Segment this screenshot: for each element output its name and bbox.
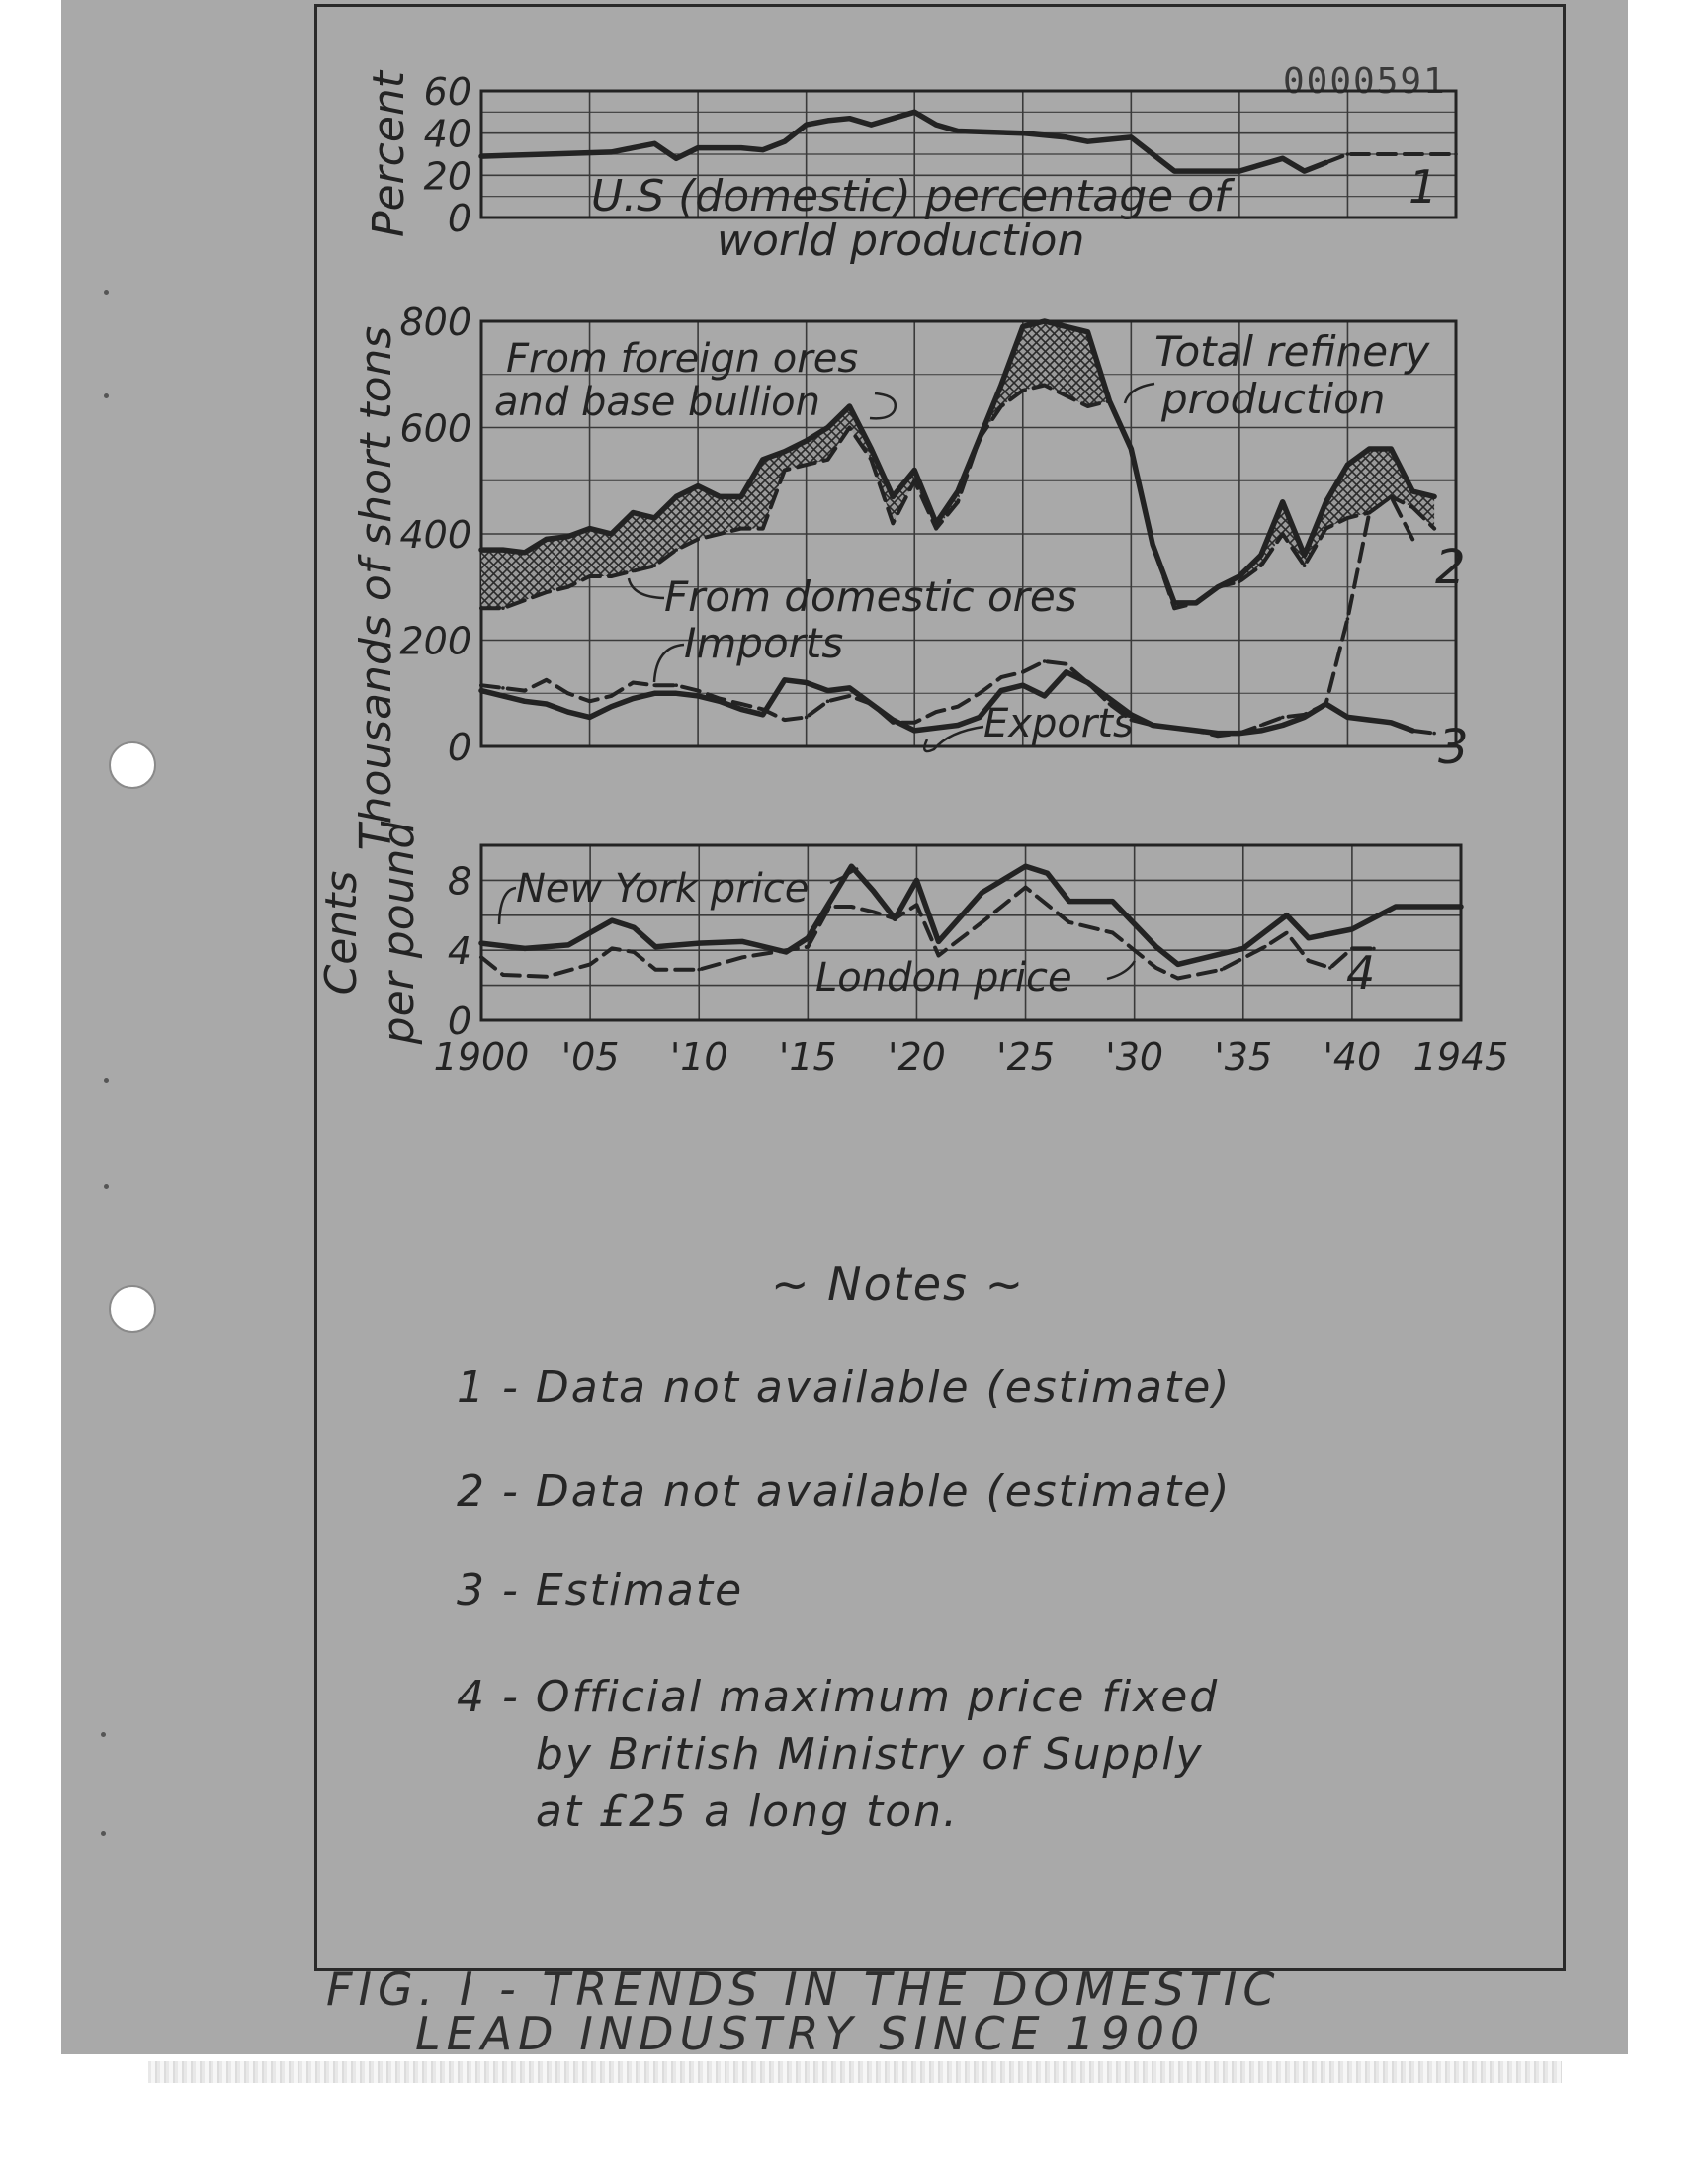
- data-point: [761, 713, 765, 717]
- x-tick-label: '35: [1214, 1035, 1273, 1079]
- data-point: [894, 917, 897, 921]
- data-point: [915, 903, 919, 907]
- data-point: [739, 146, 743, 150]
- data-point: [1111, 900, 1115, 904]
- data-point: [1432, 495, 1436, 499]
- data-point: [1307, 936, 1311, 940]
- data-point: [632, 146, 636, 150]
- data-point: [1410, 505, 1414, 509]
- data-point: [1021, 325, 1025, 329]
- note-marker-3: 3: [1438, 720, 1469, 775]
- data-point: [566, 943, 570, 947]
- chart-tonnage: [351, 301, 1469, 850]
- data-point: [978, 691, 982, 695]
- data-point: [1389, 495, 1393, 499]
- data-point: [807, 936, 811, 940]
- figure-caption-line2: LEAD INDUSTRY SINCE 1900: [415, 2007, 1206, 2060]
- data-point: [805, 681, 809, 685]
- data-point: [523, 947, 527, 951]
- data-point: [588, 716, 592, 720]
- exports-line: [481, 672, 1412, 734]
- data-point: [1389, 721, 1393, 725]
- data-point: [523, 551, 527, 555]
- data-point: [956, 489, 960, 493]
- data-point: [1263, 945, 1267, 949]
- notes-title: ~ Notes ~: [771, 1258, 1026, 1311]
- data-point: [632, 681, 636, 685]
- data-point: [588, 963, 592, 967]
- x-tick-label: 1900: [433, 1035, 530, 1079]
- y-tick-label: 800: [399, 301, 471, 344]
- y-tick-label: 0: [447, 197, 471, 240]
- data-point: [1043, 319, 1047, 323]
- data-point: [1285, 931, 1289, 935]
- data-point: [761, 527, 765, 531]
- data-point: [718, 532, 722, 536]
- y-tick-label: 60: [423, 70, 471, 114]
- data-point: [566, 691, 570, 695]
- data-point: [912, 469, 916, 473]
- data-point: [1432, 527, 1436, 531]
- data-point: [912, 729, 916, 733]
- data-point: [652, 142, 656, 146]
- data-point: [545, 975, 549, 979]
- data-point: [652, 516, 656, 520]
- data-point: [956, 724, 960, 728]
- data-point: [740, 940, 744, 944]
- data-point: [718, 700, 722, 704]
- x-tick-label: '20: [888, 1035, 946, 1079]
- data-point: [848, 686, 852, 690]
- data-point: [1307, 959, 1311, 963]
- data-point: [1368, 718, 1372, 722]
- data-point: [1151, 724, 1154, 728]
- data-point: [1194, 601, 1198, 605]
- y-axis-label: Cents: [316, 870, 367, 996]
- data-point: [1154, 945, 1158, 949]
- data-point: [1368, 447, 1372, 451]
- data-point: [870, 458, 874, 462]
- data-point: [545, 152, 549, 156]
- leader-line: [1107, 961, 1135, 979]
- y-tick-label: 200: [399, 619, 471, 663]
- data-point: [1176, 963, 1180, 967]
- data-point: [912, 721, 916, 725]
- y-tick-label: 8: [447, 859, 471, 904]
- data-point: [588, 574, 592, 578]
- data-point: [805, 716, 809, 720]
- data-point: [1346, 463, 1350, 467]
- data-point: [610, 947, 614, 951]
- data-point: [632, 511, 636, 515]
- data-point: [1281, 156, 1285, 160]
- data-point: [1281, 532, 1285, 536]
- data-point: [1194, 729, 1198, 733]
- data-point: [674, 156, 678, 160]
- data-point: [1454, 152, 1458, 156]
- data-point: [696, 538, 700, 542]
- data-point: [807, 945, 811, 949]
- note-2: 2 - Data not available (estimate): [457, 1466, 1232, 1517]
- data-point: [652, 683, 656, 687]
- data-point: [697, 968, 701, 972]
- data-point: [872, 910, 876, 914]
- data-point: [937, 940, 941, 944]
- data-point: [978, 716, 982, 720]
- data-point: [912, 478, 916, 482]
- data-point: [1021, 670, 1025, 674]
- data-point: [696, 689, 700, 693]
- data-point: [1065, 393, 1068, 397]
- data-point: [1021, 683, 1025, 687]
- note-marker-2: 2: [1435, 540, 1466, 595]
- data-point: [1432, 732, 1436, 736]
- x-tick-label: '25: [996, 1035, 1055, 1079]
- data-point: [479, 689, 483, 693]
- data-point: [892, 718, 896, 722]
- data-point: [1324, 161, 1328, 165]
- data-point: [566, 585, 570, 589]
- data-point: [805, 463, 809, 467]
- annotation-london-price: London price: [815, 955, 1072, 1000]
- data-point: [1086, 139, 1090, 143]
- data-point: [566, 710, 570, 714]
- data-point: [479, 955, 483, 959]
- data-point: [1368, 511, 1372, 515]
- x-tick-label: 1945: [1412, 1035, 1509, 1079]
- data-point: [870, 702, 874, 706]
- data-point: [848, 694, 852, 698]
- exports-estimate--line: [1412, 731, 1434, 734]
- data-point: [1346, 152, 1350, 156]
- annotation-imports: Imports: [684, 619, 844, 667]
- data-point: [1303, 716, 1307, 720]
- data-point: [981, 920, 984, 924]
- data-point: [1151, 543, 1154, 547]
- data-point: [1130, 447, 1134, 451]
- data-point: [761, 148, 765, 152]
- note-1: 1 - Data not available (estimate): [457, 1362, 1232, 1413]
- note-4: 4 - Official maximum price fixed by British Ministry of Supply at £25 a long ton.: [457, 1672, 1220, 1837]
- data-point: [1111, 931, 1115, 935]
- data-point: [1021, 131, 1025, 135]
- data-point: [761, 458, 765, 462]
- data-point: [1303, 554, 1307, 558]
- data-point: [1459, 905, 1463, 909]
- data-point: [1068, 920, 1071, 924]
- data-point: [653, 945, 657, 949]
- data-point: [1220, 968, 1224, 972]
- data-point: [1238, 574, 1241, 578]
- data-point: [1281, 716, 1285, 720]
- data-point: [674, 683, 678, 687]
- data-point: [1108, 399, 1112, 403]
- data-point: [978, 436, 982, 440]
- annotation-total-refinery: Total refinery: [1154, 327, 1430, 376]
- data-point: [632, 569, 636, 573]
- data-point: [892, 521, 896, 525]
- data-point: [1324, 500, 1328, 504]
- data-point: [1410, 489, 1414, 493]
- data-point: [999, 384, 1003, 388]
- data-point: [739, 495, 743, 499]
- data-point: [870, 123, 874, 127]
- data-point: [718, 495, 722, 499]
- data-point: [1346, 716, 1350, 720]
- data-point: [1043, 384, 1047, 388]
- data-point: [523, 598, 527, 602]
- data-point: [674, 548, 678, 552]
- data-point: [545, 590, 549, 594]
- data-point: [697, 941, 701, 945]
- data-point: [999, 404, 1003, 408]
- data-point: [545, 538, 549, 542]
- data-point: [696, 694, 700, 698]
- data-point: [1238, 580, 1241, 584]
- data-point: [1410, 729, 1414, 733]
- data-point: [1238, 732, 1241, 736]
- data-point: [610, 532, 614, 536]
- data-point: [566, 535, 570, 539]
- annotation-new-york-price: New York price: [516, 866, 810, 912]
- data-point: [653, 968, 657, 972]
- data-point: [892, 495, 896, 499]
- annotation-production: production: [1161, 375, 1386, 423]
- data-point: [848, 404, 852, 408]
- data-point: [501, 686, 505, 690]
- data-point: [1259, 729, 1263, 733]
- data-point: [1281, 724, 1285, 728]
- data-point: [1108, 697, 1112, 701]
- data-point: [826, 689, 830, 693]
- x-tick-label: '05: [560, 1035, 620, 1079]
- data-point: [739, 708, 743, 712]
- data-point: [1241, 947, 1245, 951]
- leader-line: [870, 393, 896, 418]
- data-point: [479, 606, 483, 610]
- leader-line: [1125, 384, 1154, 403]
- y-tick-label: 4: [447, 929, 471, 974]
- data-point: [1216, 732, 1220, 736]
- note-3: 3 - Estimate: [457, 1565, 744, 1615]
- data-point: [1065, 662, 1068, 666]
- data-point: [805, 439, 809, 443]
- data-point: [826, 458, 830, 462]
- data-point: [479, 683, 483, 687]
- data-point: [1043, 659, 1047, 663]
- data-point: [934, 710, 938, 714]
- data-point: [674, 691, 678, 695]
- data-point: [610, 574, 614, 578]
- data-point: [610, 918, 614, 922]
- annotation-world-production: world production: [717, 216, 1085, 266]
- data-point: [1043, 694, 1047, 698]
- data-point: [652, 564, 656, 567]
- data-point: [545, 702, 549, 706]
- data-point: [479, 154, 483, 158]
- data-point: [1303, 169, 1307, 173]
- data-point: [934, 527, 938, 531]
- data-point: [1086, 681, 1090, 685]
- annotation-us-percentage: U.S (domestic) percentage of: [591, 171, 1230, 221]
- data-point: [783, 718, 787, 722]
- annotation-domestic-ores: From domestic ores: [664, 572, 1077, 621]
- data-point: [872, 889, 876, 893]
- data-point: [1154, 966, 1158, 970]
- data-point: [1172, 606, 1176, 610]
- data-point: [783, 469, 787, 473]
- data-point: [739, 702, 743, 706]
- data-point: [1324, 702, 1328, 706]
- data-point: [870, 447, 874, 451]
- data-point: [1021, 389, 1025, 392]
- data-point: [479, 941, 483, 945]
- data-point: [523, 689, 527, 693]
- data-point: [1281, 500, 1285, 504]
- data-point: [610, 150, 614, 154]
- data-point: [1065, 325, 1068, 329]
- data-point: [1394, 905, 1398, 909]
- x-tick-label: '30: [1105, 1035, 1164, 1079]
- data-point: [956, 130, 960, 133]
- data-point: [1068, 900, 1071, 904]
- chart-percent: [364, 69, 1458, 266]
- data-point: [610, 705, 614, 709]
- data-point: [783, 678, 787, 682]
- y-tick-label: 400: [399, 513, 471, 557]
- leader-line: [654, 645, 684, 682]
- data-point: [1303, 564, 1307, 567]
- y-tick-label: 600: [399, 406, 471, 451]
- note-marker-1: 1: [1409, 160, 1438, 214]
- x-tick-label: '40: [1323, 1035, 1382, 1079]
- data-point: [1176, 977, 1180, 981]
- data-point: [1046, 872, 1050, 876]
- data-point: [632, 950, 636, 954]
- data-point: [1259, 724, 1263, 728]
- data-point: [610, 694, 614, 698]
- y-tick-label: 20: [423, 154, 471, 199]
- data-point: [545, 678, 549, 682]
- data-point: [1216, 585, 1220, 589]
- data-point: [1130, 135, 1134, 139]
- annotation-base-bullion: and base bullion: [494, 380, 820, 425]
- data-point: [934, 726, 938, 730]
- data-point: [1024, 886, 1028, 890]
- data-point: [1324, 527, 1328, 531]
- data-point: [956, 500, 960, 504]
- y-axis-label: Thousands of short tons: [351, 325, 401, 851]
- data-point: [999, 689, 1003, 693]
- data-point: [696, 146, 700, 150]
- leader-line: [629, 578, 664, 598]
- data-point: [652, 691, 656, 695]
- data-point: [632, 697, 636, 701]
- data-point: [739, 527, 743, 531]
- data-point: [912, 111, 916, 115]
- data-point: [826, 426, 830, 430]
- data-point: [1346, 516, 1350, 520]
- data-point: [1259, 564, 1263, 567]
- annotation-exports: Exports: [983, 701, 1134, 746]
- data-point: [479, 548, 483, 552]
- annotation-foreign-ores: From foreign ores: [506, 336, 859, 382]
- data-point: [1065, 670, 1068, 674]
- data-point: [1024, 864, 1028, 868]
- x-tick-label: '10: [669, 1035, 728, 1079]
- data-point: [850, 864, 854, 868]
- document-stamp: 0000591: [1283, 61, 1447, 102]
- data-point: [981, 891, 984, 895]
- data-point: [1350, 927, 1354, 931]
- data-point: [783, 139, 787, 143]
- data-point: [783, 450, 787, 454]
- data-point: [1086, 330, 1090, 334]
- data-point: [826, 119, 830, 123]
- data-point: [785, 948, 789, 952]
- y-tick-label: 40: [423, 112, 471, 156]
- data-point: [501, 973, 505, 977]
- y-tick-label: 0: [447, 726, 471, 769]
- data-point: [1328, 966, 1332, 970]
- y-axis-label: Percent: [364, 70, 414, 238]
- note-marker-4: 4: [1346, 946, 1376, 1000]
- data-point: [828, 905, 832, 909]
- data-point: [915, 879, 919, 883]
- data-point: [1086, 404, 1090, 408]
- data-point: [826, 700, 830, 704]
- figure-caption-line1: FIG. I - TRENDS IN THE DOMESTIC: [326, 1962, 1281, 2016]
- y-tick-label: 0: [447, 1000, 471, 1043]
- data-point: [501, 548, 505, 552]
- data-point: [1389, 447, 1393, 451]
- data-point: [848, 426, 852, 430]
- data-point: [588, 700, 592, 704]
- data-point: [1410, 538, 1414, 542]
- data-point: [848, 117, 852, 121]
- data-point: [1285, 914, 1289, 917]
- data-point: [674, 495, 678, 499]
- series-0-line: [481, 112, 1326, 171]
- data-point: [501, 606, 505, 610]
- data-point: [696, 484, 700, 488]
- data-point: [1065, 135, 1068, 139]
- data-point: [501, 694, 505, 698]
- chart-price: [316, 821, 1508, 1079]
- data-point: [588, 527, 592, 531]
- data-point: [956, 705, 960, 709]
- data-point: [740, 955, 744, 959]
- data-point: [850, 905, 854, 909]
- y-axis-label: per pound: [374, 821, 424, 1045]
- data-point: [805, 123, 809, 127]
- data-point: [1346, 617, 1350, 621]
- data-point: [1259, 554, 1263, 558]
- x-tick-label: '15: [778, 1035, 837, 1079]
- leader-line: [499, 888, 516, 924]
- data-point: [934, 123, 938, 127]
- data-point: [632, 925, 636, 929]
- data-point: [1238, 169, 1241, 173]
- data-point: [1172, 726, 1176, 730]
- data-point: [523, 700, 527, 704]
- data-point: [999, 675, 1003, 679]
